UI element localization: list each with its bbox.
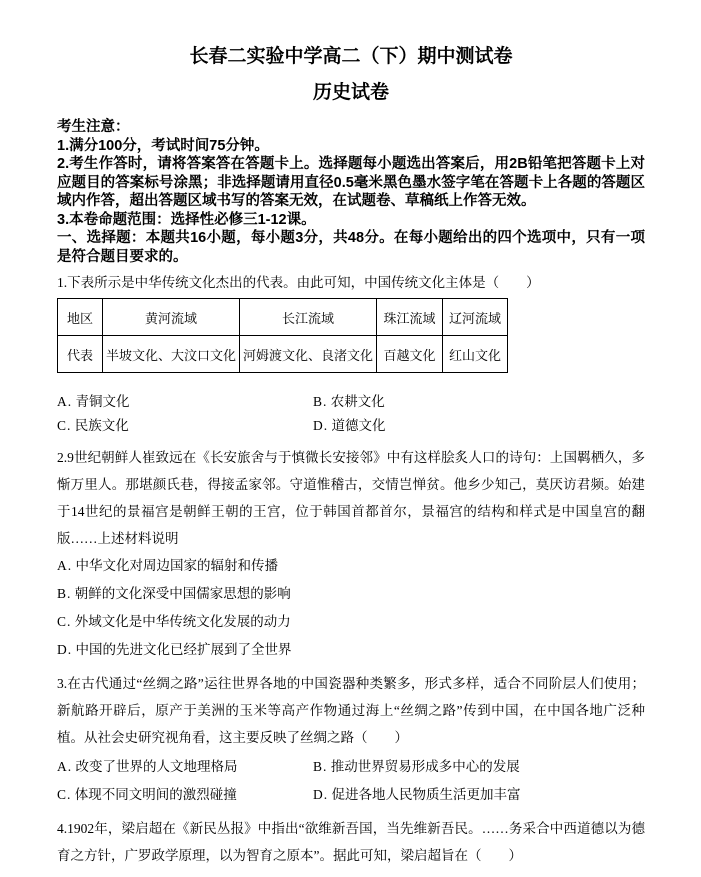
option-label: D. — [57, 642, 73, 657]
option-text: 农耕文化 — [330, 394, 385, 409]
option-text: 朝鲜的文化深受中国儒家思想的影响 — [74, 586, 291, 601]
q1-option-a — [57, 390, 313, 414]
notice-item-3: 3.本卷命题范围：选择性必修三1-12课。 — [57, 211, 316, 228]
q2-option-b — [57, 580, 645, 608]
notice-heading: 考生注意： — [57, 119, 130, 135]
table-row — [58, 336, 508, 373]
option-label: C. — [57, 787, 72, 802]
table-cell: 珠江流域 — [377, 299, 443, 336]
q3-option-a — [57, 753, 313, 781]
q1-options — [57, 390, 645, 438]
option-label: D. — [313, 787, 329, 802]
option-label: B. — [313, 759, 328, 774]
table-cell: 半坡文化、大汶口文化 — [103, 336, 240, 373]
question-4-stem: 4.1902年，梁启超在《新民丛报》中指出“欲维新吾国，当先维新吾民。……务采合中西道德以为德育之方针，广罗政学原理，以为智育之原本”。据此可知，梁启超旨在（ ） — [57, 821, 645, 863]
option-label: A. — [57, 558, 73, 573]
option-text: 中华文化对周边国家的辐射和传播 — [75, 558, 278, 573]
option-text: 体现不同文明间的激烈碰撞 — [74, 787, 237, 802]
option-text: 改变了世界的人文地理格局 — [75, 759, 238, 774]
q2-option-a — [57, 552, 645, 580]
option-text: 中国的先进文化已经扩展到了全世界 — [75, 642, 292, 657]
q2-options — [57, 552, 645, 664]
option-text: 外域文化是中华传统文化发展的动力 — [74, 614, 291, 629]
option-label: A. — [57, 759, 73, 774]
table-cell: 辽河流域 — [443, 299, 508, 336]
question-2-stem: 2.9世纪朝鲜人崔致远在《长安旅舍与于慎微长安接邻》中有这样脍炙人口的诗句：上国羁栖久，多惭万里人。那堪颜氏巷，得接孟家邻。守道惟稽古，交情岂惮贫。他乡少知己，莫厌访君频。始建于14世纪的景福宫是朝鲜王朝的王宫，位于韩国首都首尔，景福宫的结构和样式是中国皇宫的翻版……上述材料说明 — [57, 450, 645, 546]
table-row — [58, 299, 508, 336]
option-label: C. — [57, 418, 72, 433]
option-text: 青铜文化 — [75, 394, 130, 409]
notice-item-1: 1.满分100分，考试时间75分钟。 — [57, 137, 269, 154]
table-cell: 河姆渡文化、良渚文化 — [240, 336, 377, 373]
q3-options — [57, 753, 645, 809]
notice-item-2: 2.考生作答时，请将答案答在答题卡上。选择题每小题选出答案后，用2B铅笔把答题卡上对应题目的答案标号涂黑；非选择题请用直径0.5毫米黑色墨水签字笔在答题卡上各题的答题区域内作答，超出答题区域书写的答案无效，在试题卷、草稿纸上作答无效。 — [57, 156, 645, 209]
option-text: 推动世界贸易形成多中心的发展 — [330, 759, 520, 774]
option-text: 民族文化 — [74, 418, 129, 433]
candidate-notice — [57, 118, 645, 266]
q3-option-b — [313, 753, 645, 781]
table-cell: 百越文化 — [377, 336, 443, 373]
q1-option-c — [57, 414, 313, 438]
q2-option-d — [57, 636, 645, 664]
q3-option-d — [313, 781, 645, 809]
option-label: D. — [313, 418, 329, 433]
option-label: B. — [313, 394, 328, 409]
q3-option-c — [57, 781, 313, 809]
option-label: B. — [57, 586, 72, 601]
option-text: 促进各地人民物质生活更加丰富 — [331, 787, 521, 802]
question-1-stem: 1.下表所示是中华传统文化杰出的代表。由此可知，中国传统文化主体是（ ） — [57, 275, 540, 290]
q2-option-c — [57, 608, 645, 636]
page-title: 长春二实验中学高二（下）期中测试卷 — [189, 46, 513, 67]
table-cell: 地区 — [58, 299, 103, 336]
q1-option-d — [313, 414, 645, 438]
option-label: C. — [57, 614, 72, 629]
table-cell: 黄河流域 — [103, 299, 240, 336]
q1-option-b — [313, 390, 645, 414]
q1-culture-table — [57, 298, 508, 373]
table-cell: 红山文化 — [443, 336, 508, 373]
section-heading: 一、选择题：本题共16小题，每小题3分，共48分。在每小题给出的四个选项中，只有一项是符合题目要求的。 — [57, 230, 645, 265]
page-subtitle: 历史试卷 — [312, 82, 389, 103]
question-3-stem: 3.在古代通过“丝绸之路”运往世界各地的中国瓷器种类繁多，形式多样，适合不同阶层人们使用；新航路开辟后，原产于美洲的玉米等高产作物通过海上“丝绸之路”传到中国，在中国各地广泛种植。从社会史研究视角看，这主要反映了丝绸之路（ ） — [57, 676, 645, 745]
option-text: 道德文化 — [331, 418, 386, 433]
table-cell: 长江流域 — [240, 299, 377, 336]
table-cell: 代表 — [58, 336, 103, 373]
option-label: A. — [57, 394, 73, 409]
